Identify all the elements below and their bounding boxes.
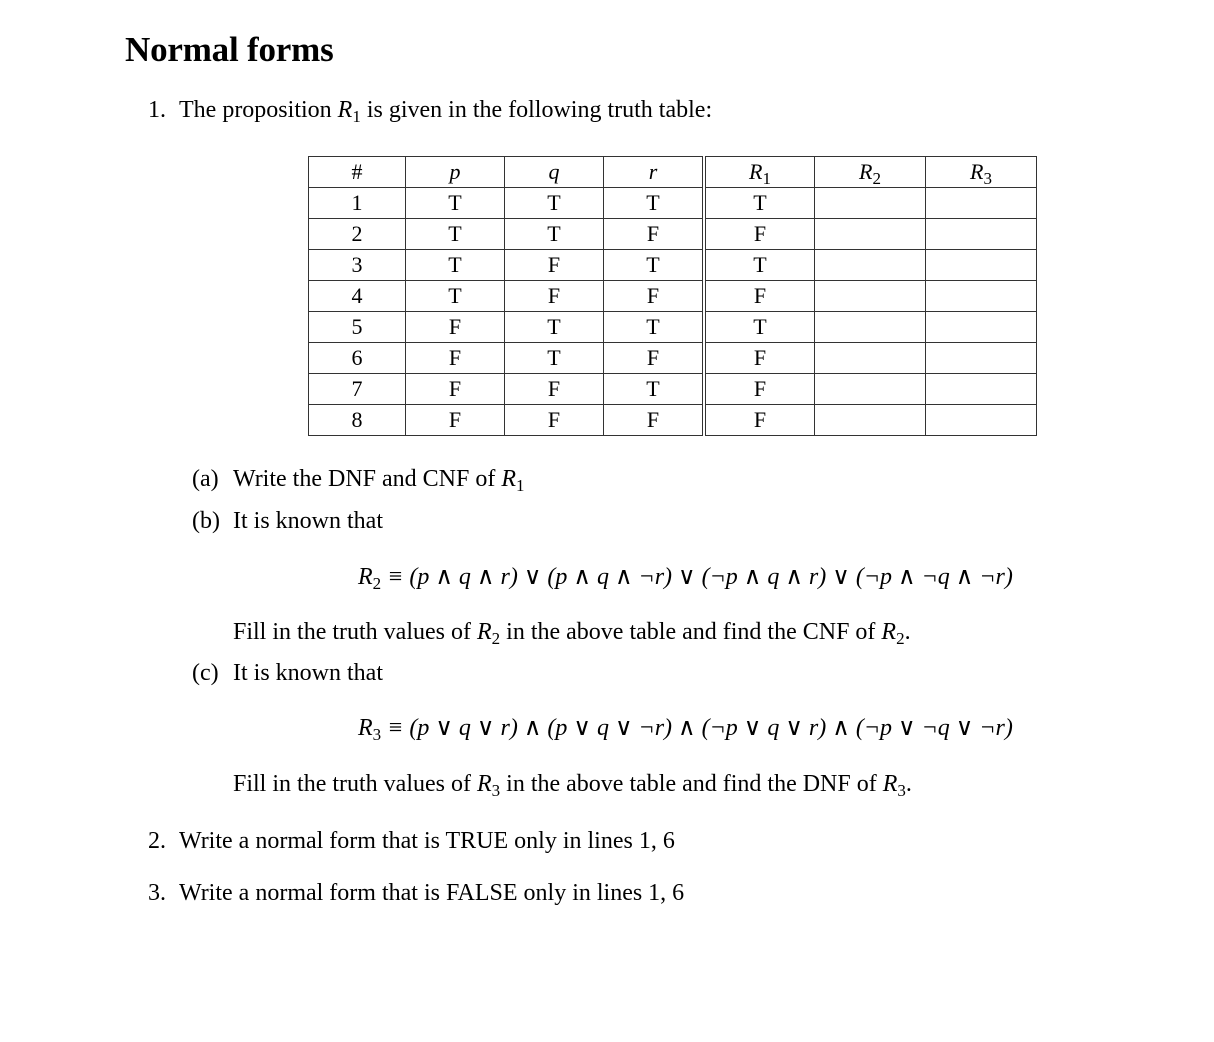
part-a bbox=[192, 464, 525, 494]
table-row bbox=[309, 405, 1037, 436]
formula-r2-lhs: R bbox=[358, 564, 373, 590]
question-2 bbox=[148, 826, 675, 856]
truth-table-header-row bbox=[309, 157, 1037, 188]
table-cell: 2 bbox=[309, 219, 406, 250]
formula-r2-lhs-sub: 2 bbox=[372, 574, 382, 593]
question-1 bbox=[148, 95, 712, 125]
part-a-text: Write the DNF and CNF of bbox=[233, 466, 502, 492]
table-cell-empty bbox=[926, 374, 1037, 405]
table-cell: T bbox=[505, 343, 604, 374]
table-cell: 7 bbox=[309, 374, 406, 405]
table-cell-empty bbox=[815, 405, 926, 436]
header-r3: $R_3$ bbox=[926, 157, 1037, 188]
table-cell: 6 bbox=[309, 343, 406, 374]
header-r1: $R_1$ bbox=[704, 157, 815, 188]
part-c-label: (c) bbox=[192, 660, 219, 686]
table-cell-empty bbox=[815, 188, 926, 219]
table-cell-empty bbox=[926, 250, 1037, 281]
question-1-text-after: is given in the following truth table: bbox=[360, 97, 713, 123]
table-row bbox=[309, 312, 1037, 343]
part-b-fill-before: Fill in the truth values of bbox=[233, 619, 477, 645]
part-b-fill-var2: R bbox=[881, 619, 897, 645]
table-cell-empty bbox=[815, 250, 926, 281]
part-a-var: R bbox=[501, 466, 517, 492]
table-cell: T bbox=[406, 250, 505, 281]
part-c-fill-end: . bbox=[905, 771, 912, 797]
table-row bbox=[309, 188, 1037, 219]
header-q: q bbox=[505, 157, 604, 188]
table-cell: 8 bbox=[309, 405, 406, 436]
table-cell: F bbox=[704, 281, 815, 312]
table-cell: 5 bbox=[309, 312, 406, 343]
part-c-fill bbox=[233, 769, 912, 799]
formula-r3-lhs-sub: 3 bbox=[372, 725, 382, 744]
part-b bbox=[192, 506, 383, 536]
part-b-fill-var2-sub: 2 bbox=[896, 629, 905, 648]
table-cell-empty bbox=[926, 188, 1037, 219]
part-c-fill-var2: R bbox=[882, 771, 898, 797]
table-cell: T bbox=[704, 312, 815, 343]
table-cell-empty bbox=[926, 405, 1037, 436]
part-b-fill-end: . bbox=[904, 619, 911, 645]
part-b-label: (b) bbox=[192, 508, 220, 534]
table-cell: F bbox=[505, 281, 604, 312]
table-cell: T bbox=[604, 188, 705, 219]
part-b-fill-middle: in the above table and find the CNF of bbox=[500, 619, 882, 645]
table-cell: T bbox=[604, 312, 705, 343]
question-1-number: 1. bbox=[148, 97, 166, 123]
table-cell: T bbox=[604, 250, 705, 281]
table-cell: T bbox=[406, 188, 505, 219]
page-title: Normal forms bbox=[125, 30, 334, 69]
table-cell: F bbox=[704, 343, 815, 374]
part-b-fill-var: R bbox=[476, 619, 492, 645]
part-c-fill-middle: in the above table and find the DNF of bbox=[500, 771, 883, 797]
part-c-fill-var-sub: 3 bbox=[491, 781, 501, 800]
table-cell: F bbox=[704, 405, 815, 436]
table-cell: F bbox=[505, 405, 604, 436]
part-c-text: It is known that bbox=[233, 660, 383, 686]
truth-table bbox=[308, 156, 1037, 436]
part-b-fill-var-sub: 2 bbox=[491, 629, 501, 648]
part-c bbox=[192, 658, 383, 688]
formula-r3-lhs: R bbox=[358, 715, 373, 741]
table-cell: 1 bbox=[309, 188, 406, 219]
part-c-fill-var2-sub: 3 bbox=[897, 781, 906, 800]
table-cell: T bbox=[704, 250, 815, 281]
table-cell: F bbox=[604, 405, 705, 436]
table-cell: 4 bbox=[309, 281, 406, 312]
table-cell-empty bbox=[815, 219, 926, 250]
formula-r3 bbox=[358, 713, 1013, 743]
table-cell: F bbox=[704, 219, 815, 250]
part-c-fill-var: R bbox=[476, 771, 492, 797]
table-cell: F bbox=[604, 343, 705, 374]
table-cell-empty bbox=[926, 219, 1037, 250]
table-row bbox=[309, 219, 1037, 250]
table-row bbox=[309, 281, 1037, 312]
part-a-var-sub: 1 bbox=[516, 476, 525, 495]
formula-r2-rhs: ≡ (p ∧ q ∧ r) ∨ (p ∧ q ∧ ¬r) ∨ (¬p ∧ q ∧ r) ∨ (¬p ∧ ¬q ∧ ¬r) bbox=[387, 564, 1013, 590]
question-2-text: Write a normal form that is TRUE only in lines 1, 6 bbox=[179, 828, 675, 854]
table-cell: F bbox=[505, 374, 604, 405]
question-1-var: R bbox=[337, 97, 353, 123]
table-cell: F bbox=[406, 312, 505, 343]
part-a-label: (a) bbox=[192, 466, 219, 492]
table-cell-empty bbox=[815, 343, 926, 374]
header-r2: $R_2$ bbox=[815, 157, 926, 188]
part-b-text: It is known that bbox=[233, 508, 383, 534]
question-2-number: 2. bbox=[148, 828, 166, 854]
table-cell: 3 bbox=[309, 250, 406, 281]
part-b-fill bbox=[233, 617, 911, 647]
table-cell-empty bbox=[926, 312, 1037, 343]
question-1-var-sub: 1 bbox=[352, 107, 361, 126]
table-cell: T bbox=[704, 188, 815, 219]
question-3-text: Write a normal form that is FALSE only in lines 1, 6 bbox=[179, 880, 685, 906]
table-cell-empty bbox=[815, 374, 926, 405]
formula-r3-rhs: ≡ (p ∨ q ∨ r) ∧ (p ∨ q ∨ ¬r) ∧ (¬p ∨ q ∨ r) ∧ (¬p ∨ ¬q ∨ ¬r) bbox=[387, 715, 1013, 741]
table-cell: F bbox=[406, 374, 505, 405]
part-c-fill-before: Fill in the truth values of bbox=[233, 771, 477, 797]
table-cell: F bbox=[704, 374, 815, 405]
table-cell: T bbox=[406, 219, 505, 250]
table-cell: F bbox=[406, 405, 505, 436]
table-row bbox=[309, 250, 1037, 281]
header-hash: # bbox=[309, 157, 406, 188]
table-row bbox=[309, 343, 1037, 374]
table-cell: T bbox=[406, 281, 505, 312]
question-1-text-before: The proposition bbox=[179, 97, 338, 123]
table-cell-empty bbox=[926, 343, 1037, 374]
question-3-number: 3. bbox=[148, 880, 166, 906]
formula-r2 bbox=[358, 562, 1013, 592]
header-r: r bbox=[604, 157, 705, 188]
table-cell: T bbox=[505, 219, 604, 250]
table-cell: T bbox=[505, 312, 604, 343]
table-cell-empty bbox=[815, 312, 926, 343]
table-row bbox=[309, 374, 1037, 405]
table-cell: T bbox=[604, 374, 705, 405]
table-cell: F bbox=[505, 250, 604, 281]
table-cell-empty bbox=[926, 281, 1037, 312]
table-cell: F bbox=[406, 343, 505, 374]
table-cell-empty bbox=[815, 281, 926, 312]
table-cell: T bbox=[505, 188, 604, 219]
table-cell: F bbox=[604, 219, 705, 250]
question-3 bbox=[148, 878, 684, 908]
table-cell: F bbox=[604, 281, 705, 312]
header-p: p bbox=[406, 157, 505, 188]
